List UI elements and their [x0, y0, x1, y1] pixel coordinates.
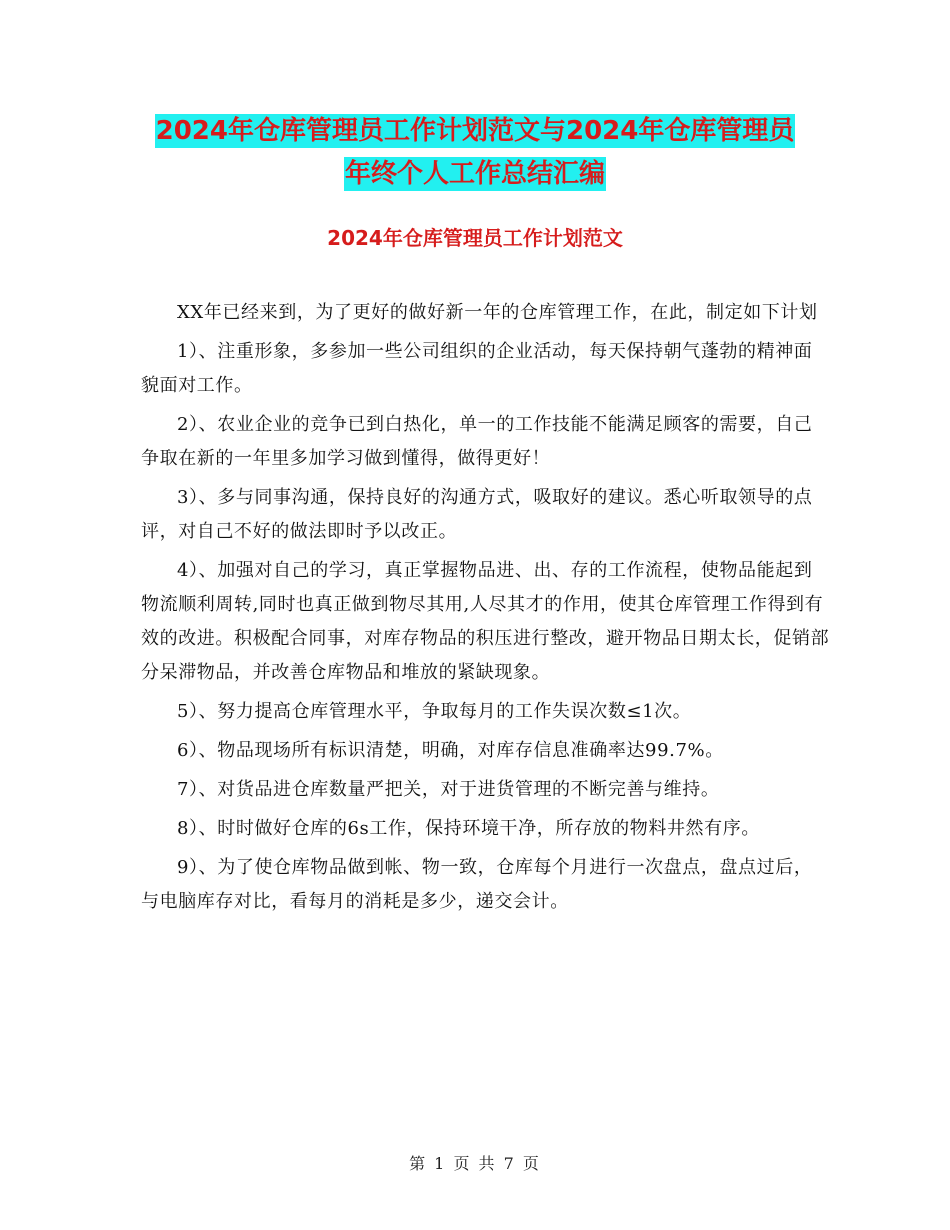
paragraph-item-5: 5）、努力提高仓库管理水平，争取每月的工作失误次数≤1次。	[177, 701, 692, 722]
title-highlight: 年终个人工作总结汇编	[344, 159, 605, 189]
page-footer: 第 1 页 共 7 页	[409, 1154, 541, 1173]
paragraph-intro: XX年已经来到，为了更好的做好新一年的仓库管理工作，在此，制定如下计划	[177, 302, 818, 323]
section-heading: 2024年仓库管理员工作计划范文	[327, 226, 623, 250]
title-highlight: 2024年仓库管理员工作计划范文与2024年仓库管理员	[155, 116, 795, 146]
paragraph-item-8: 8）、时时做好仓库的6s工作，保持环境干净，所存放的物料井然有序。	[177, 818, 760, 839]
document-title-line-2	[0, 159, 950, 189]
paragraph-item-2: 2）、农业企业的竞争已到白热化，单一的工作技能不能满足顾客的需要，自己争取在新的一年里多加学习做到懂得，做得更好！	[141, 414, 813, 469]
paragraph-item-1: 1）、注重形象，多参加一些公司组织的企业活动，每天保持朝气蓬勃的精神面貌面对工作。	[141, 341, 813, 396]
paragraph-item-6: 6）、物品现场所有标识清楚，明确，对库存信息准确率达99.7%。	[177, 740, 724, 761]
paragraph-item-4: 4）、加强对自己的学习，真正掌握物品进、出、存的工作流程，使物品能起到物流顺利周转,同时也真正做到物尽其用,人尽其才的作用，使其仓库管理工作得到有效的改进。积极配合同事，对库存物品的积压进行整改，避开物品日期太长，促销部分呆滞物品，并改善仓库物品和堆放的紧缺现象。	[141, 560, 830, 683]
paragraph-item-7: 7）、对货品进仓库数量严把关，对于进货管理的不断完善与维持。	[177, 779, 720, 800]
document-title-line-1	[0, 116, 950, 146]
document-body	[141, 296, 831, 924]
paragraph-item-3: 3）、多与同事沟通，保持良好的沟通方式，吸取好的建议。悉心听取领导的点评，对自己不好的做法即时予以改正。	[141, 487, 813, 542]
paragraph-item-9: 9）、为了使仓库物品做到帐、物一致，仓库每个月进行一次盘点，盘点过后，与电脑库存对比，看每月的消耗是多少，递交会计。	[141, 857, 813, 912]
